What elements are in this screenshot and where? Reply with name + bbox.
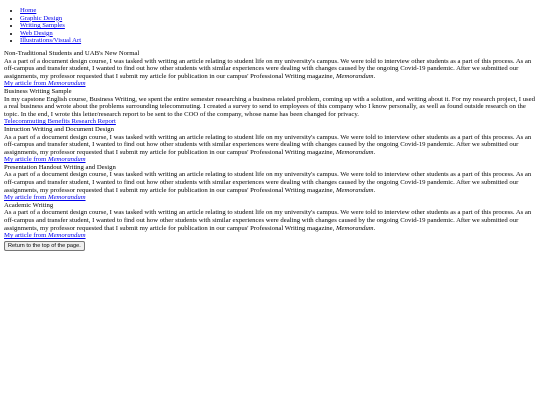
section-presentation-handout [4, 164, 536, 202]
nav-link-graphic-design[interactable]: Graphic Design [20, 14, 63, 22]
section-body [4, 58, 536, 81]
section-title: Academic Writing [4, 201, 54, 209]
section-title: Presentation Handout Writing and Design [4, 163, 116, 171]
section-body [4, 171, 536, 194]
article-link-emphasis: Memorandum [48, 194, 86, 202]
nav-item-home [20, 7, 536, 15]
body-emphasis: Memorandum [335, 72, 374, 80]
section-title: Business Writing Sample [4, 87, 72, 95]
article-link[interactable] [4, 156, 86, 163]
article-link-line [4, 194, 536, 202]
body-end: . [373, 186, 376, 194]
article-link[interactable] [4, 232, 86, 239]
report-link-line [4, 118, 536, 126]
nav-item-graphic-design [20, 15, 536, 23]
nav-link-writing-samples[interactable]: Writing Samples [20, 22, 65, 30]
article-link-emphasis: Memorandum [48, 80, 86, 88]
article-link-line [4, 156, 536, 164]
body-emphasis: Memorandum [335, 186, 374, 194]
body-end: . [373, 148, 376, 156]
return-to-top-button[interactable]: Return to the top of the page. [4, 241, 85, 251]
body-text: As a part of a document design course, I was tasked with writing an article relating to student life on my university's campus. We were told to interview other students as a part of this process. As an off-campus and transfer student, I wanted to find out how other students with similar experiences were dealing with changes caused by the ongoing Covid-19 pandemic. After we submitted our assignments, my professor requested that I submit my article for publication in our campus' Professional Writing magazine, [4, 209, 532, 232]
nav-link-web-design[interactable]: Web Design [20, 29, 53, 37]
body-text: As a part of a document design course, I was tasked with writing an article relating to student life on my university's campus. We were told to interview other students as a part of this process. As an off-campus and transfer student, I wanted to find out how other students with similar experiences were dealing with changes caused by the ongoing Covid-19 pandemic. After we submitted our assignments, my professor requested that I submit my article for publication in our campus' Professional Writing magazine, [4, 57, 532, 80]
nav-item-illustrations [20, 37, 536, 45]
article-link-line [4, 80, 536, 88]
section-non-traditional-students [4, 50, 536, 88]
article-link-prefix: My article from [4, 80, 49, 88]
body-emphasis: Memorandum [335, 148, 374, 156]
report-link[interactable]: Telecommuting Benefits Research Report [4, 118, 116, 126]
section-title: Non-Traditional Students and UAB's New Normal [4, 49, 140, 57]
nav-item-web-design [20, 30, 536, 38]
article-link-prefix: My article from [4, 156, 49, 164]
body-emphasis: Memorandum [335, 224, 374, 232]
article-link[interactable] [4, 80, 86, 87]
article-link-emphasis: Memorandum [48, 232, 86, 240]
article-link-emphasis: Memorandum [48, 156, 86, 164]
article-link[interactable] [4, 194, 86, 201]
body-end: . [373, 224, 376, 232]
nav-link-home[interactable]: Home [20, 7, 37, 14]
section-body: In my capstone English course, Business Writing, we spent the entire semester researching a business related problem, coming up with a solution, and writing about it. For my research project, I used a real business and wrote about the problems surrounding telecommuting. I created a survey to send to employees of this company who I know personally, as well as found outside research on the topic. In the end, I wrote this letter/research report to be sent to the COO of the company, whose name has been changed for privacy. [4, 95, 535, 118]
body-end: . [373, 72, 376, 80]
body-text: As a part of a document design course, I was tasked with writing an article relating to student life on my university's campus. We were told to interview other students as a part of this process. As an off-campus and transfer student, I wanted to find out how other students with similar experiences were dealing with changes caused by the ongoing Covid-19 pandemic. After we submitted our assignments, my professor requested that I submit my article for publication in our campus' Professional Writing magazine, [4, 171, 532, 194]
article-link-prefix: My article from [4, 194, 49, 202]
main-nav [4, 7, 536, 45]
section-business-writing [4, 88, 536, 126]
nav-link-illustrations[interactable]: Illustrations/Visual Art [20, 37, 82, 45]
section-academic-writing [4, 202, 536, 240]
article-link-prefix: My article from [4, 232, 49, 240]
body-text: As a part of a document design course, I was tasked with writing an article relating to student life on my university's campus. We were told to interview other students as a part of this process. As an off-campus and transfer student, I wanted to find out how other students with similar experiences were dealing with changes caused by the ongoing Covid-19 pandemic. After we submitted our assignments, my professor requested that I submit my article for publication in our campus' Professional Writing magazine, [4, 133, 532, 156]
nav-item-writing-samples [20, 22, 536, 30]
section-title: Intruction Writing and Document Design [4, 125, 114, 133]
section-instruction-writing [4, 126, 536, 164]
article-link-line [4, 232, 536, 240]
section-body [4, 209, 536, 232]
section-body [4, 134, 536, 157]
